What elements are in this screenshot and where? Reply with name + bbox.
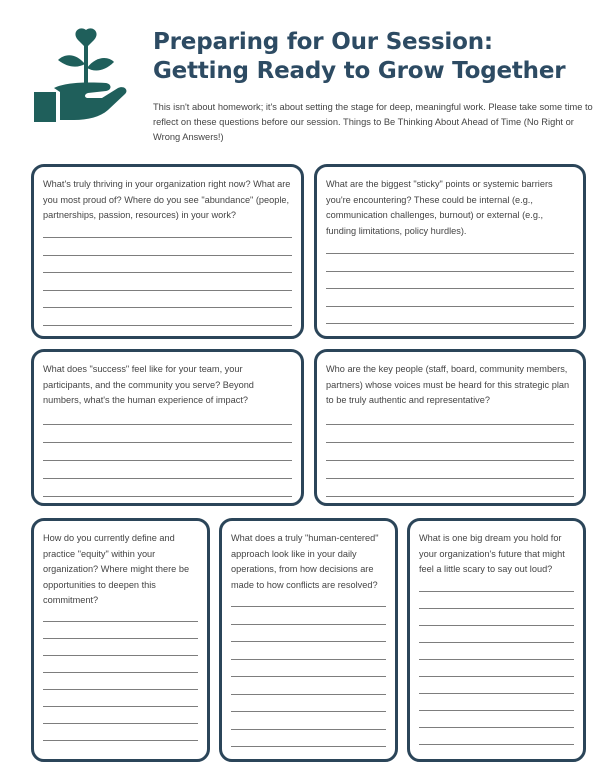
question-text: What does a truly "human-centered" approach look like in your daily operations, from how decisions are made to how conflicts are resolved? xyxy=(231,533,379,590)
question-text: What's truly thriving in your organization right now? What are you most proud of? Where do you see "abundance" (people, partnerships, passion, resources) in your work? xyxy=(43,179,291,220)
question-card-1[interactable] xyxy=(31,164,304,339)
question-card-3[interactable] xyxy=(31,349,304,506)
hand-holding-sprout-icon xyxy=(30,28,130,124)
question-card-5[interactable] xyxy=(31,518,210,762)
page-title: Preparing for Our Session: Getting Ready to Grow Together xyxy=(153,29,566,84)
answer-lines[interactable] xyxy=(43,621,198,757)
answer-lines[interactable] xyxy=(326,253,574,341)
question-text: What are the biggest "sticky" points or systemic barriers you're encountering? These could be internal (e.g., communication challenges, burnout) or external (e.g., funding limitations, policy hurdles). xyxy=(326,179,553,236)
question-text: What is one big dream you hold for your organization's future that might feel a little scary to say out loud? xyxy=(419,533,565,574)
question-card-2[interactable] xyxy=(314,164,586,339)
question-card-7[interactable] xyxy=(407,518,586,762)
question-text: Who are the key people (staff, board, community members, partners) whose voices must be heard for this strategic plan to be truly authentic and representative? xyxy=(326,364,570,405)
answer-lines[interactable] xyxy=(43,424,292,514)
question-card-4[interactable] xyxy=(314,349,586,506)
intro-text: This isn't about homework; it's about setting the stage for deep, meaningful work. Please take some time to reflect on these questions before our session. Things to Be Thinking About Ahead of Time (No Right or Wrong Answers!) xyxy=(153,102,593,142)
question-text: How do you currently define and practice "equity" within your organization? Where might there be opportunities to deepen this commitment? xyxy=(43,533,190,605)
answer-lines[interactable] xyxy=(326,424,574,514)
answer-lines[interactable] xyxy=(419,591,574,761)
answer-lines[interactable] xyxy=(231,606,386,764)
answer-lines[interactable] xyxy=(43,237,292,342)
question-card-6[interactable] xyxy=(219,518,398,762)
question-text: What does "success" feel like for your team, your participants, and the community you serve? Beyond numbers, what's the human experience of impact? xyxy=(43,364,254,405)
